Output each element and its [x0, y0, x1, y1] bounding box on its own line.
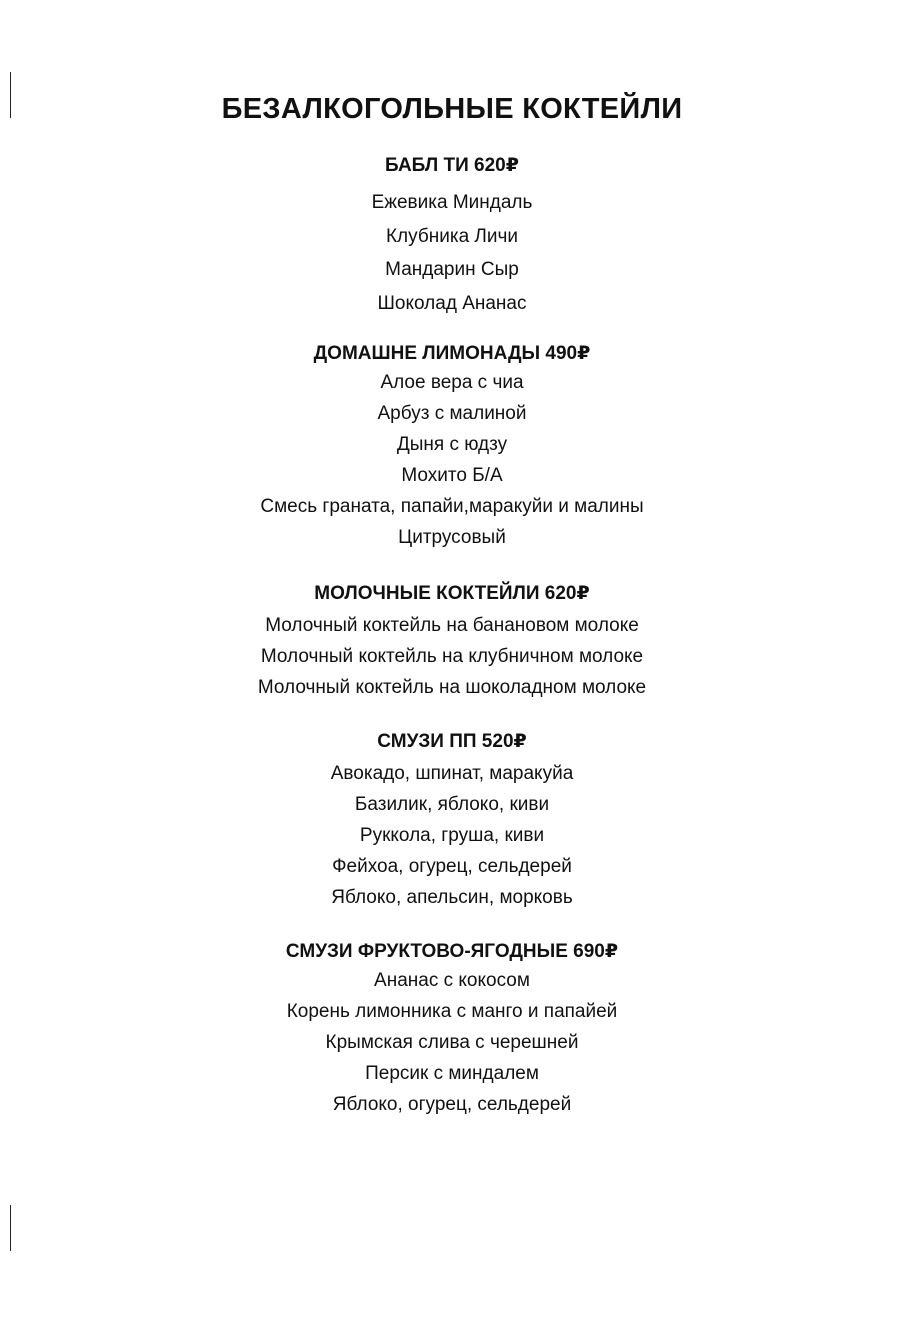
menu-item: Руккола, груша, киви [359, 825, 545, 846]
menu-item: Яблоко, апельсин, морковь [331, 887, 573, 908]
menu-item: Фейхоа, огурец, сельдерей [332, 856, 572, 877]
menu-item: Молочный коктейль на шоколадном молоке [257, 677, 647, 698]
menu-item: Арбуз с малиной [377, 403, 527, 424]
section-bubble-tea [0, 153, 904, 320]
section-lemonades [0, 341, 904, 553]
section-title: ДОМАШНЕ ЛИМОНАДЫ 490₽ [313, 343, 591, 364]
menu-item: Крымская слива с черешней [325, 1032, 579, 1053]
menu-item: Шоколад Ананас [377, 292, 527, 314]
section-fruit-berry-smoothies [0, 939, 904, 1120]
menu-item: Молочный коктейль на клубничном молоке [260, 646, 644, 667]
section-milkshakes [0, 581, 904, 703]
menu-item: Авокадо, шпинат, маракуйа [330, 763, 574, 784]
menu-item: Клубника Личи [385, 225, 519, 247]
item-list [0, 610, 904, 703]
menu-item: Яблоко, огурец, сельдерей [332, 1094, 572, 1115]
item-list [0, 965, 904, 1120]
section-title: МОЛОЧНЫЕ КОКТЕЙЛИ 620₽ [314, 583, 590, 604]
menu-item: Алое вера с чиа [380, 372, 524, 393]
menu-item: Молочный коктейль на банановом молоке [265, 615, 639, 636]
menu-item: Ежевика Миндаль [371, 192, 533, 213]
menu-item: Мохито Б/А [401, 465, 503, 486]
page-title: БЕЗАЛКОГОЛЬНЫЕ КОКТЕЙЛИ [221, 93, 683, 125]
section-title: СМУЗИ ФРУКТОВО-ЯГОДНЫЕ 690₽ [285, 941, 619, 962]
item-list [0, 758, 904, 913]
item-list [0, 186, 904, 320]
menu-item: Персик с миндалем [365, 1063, 539, 1084]
menu-item: Цитрусовый [398, 527, 506, 548]
menu-item: Смесь граната, папайи,маракуйи и малины [260, 496, 644, 517]
section-smoothies-pp [0, 729, 904, 913]
menu-item: Мандарин Сыр [385, 259, 519, 280]
menu-item: Ананас с кокосом [374, 970, 530, 991]
item-list [0, 367, 904, 553]
menu-item: Базилик, яблоко, киви [354, 794, 550, 815]
section-title: СМУЗИ ПП 520₽ [377, 731, 527, 752]
section-title: БАБЛ ТИ 620₽ [385, 155, 519, 176]
menu-item: Дыня с юдзу [396, 434, 508, 455]
crop-mark-bottom [10, 1205, 11, 1251]
menu-item: Корень лимонника с манго и папайей [286, 1001, 618, 1022]
